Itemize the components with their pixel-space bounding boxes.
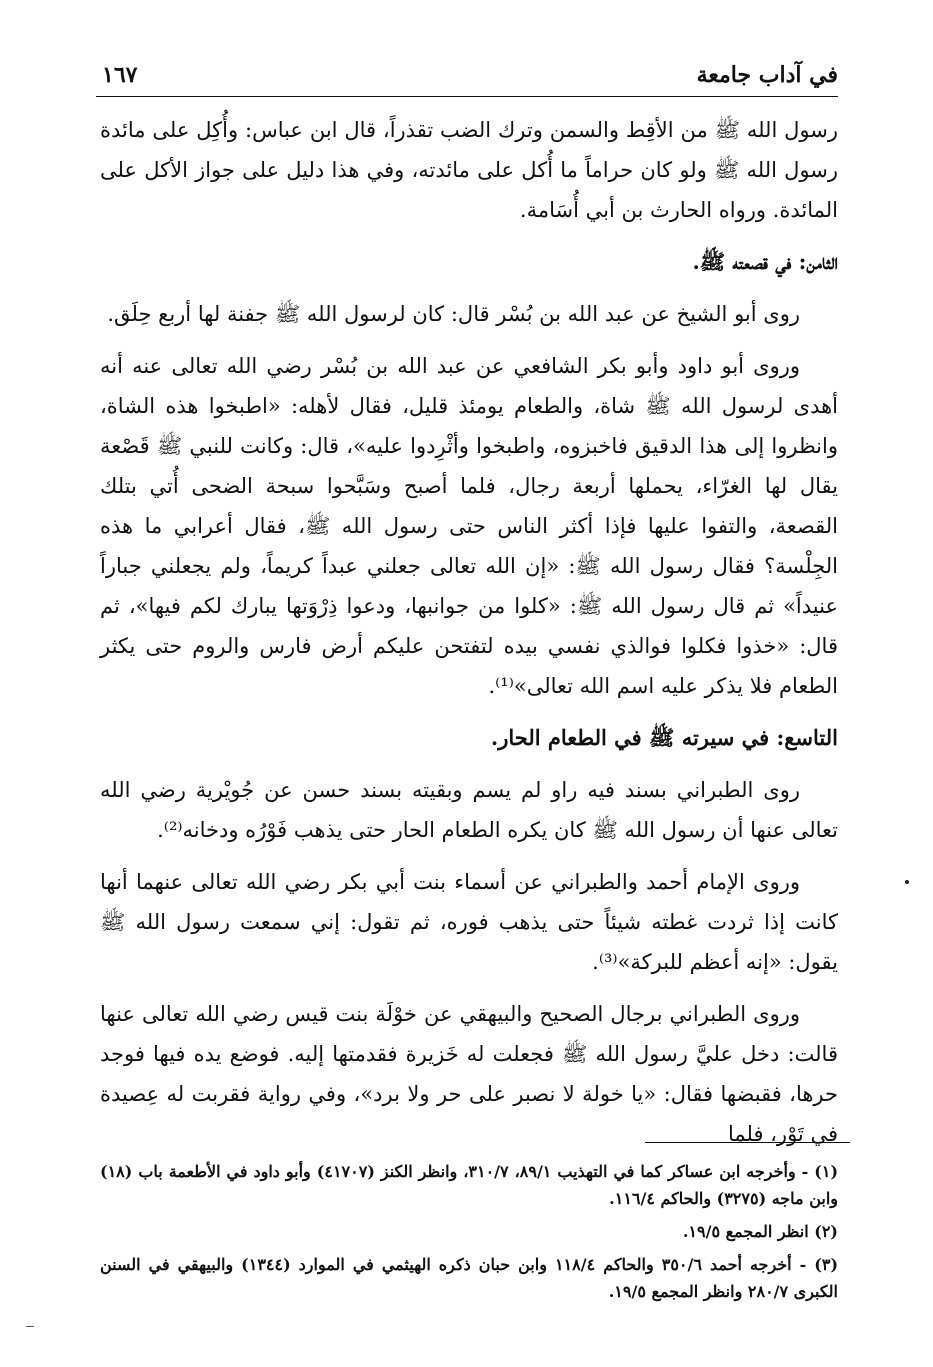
heading-text: في سيرته ﷺ في الطعام الحار.	[490, 725, 770, 750]
page-number: ١٦٧	[102, 62, 138, 88]
footnotes	[100, 1158, 838, 1311]
scan-speck	[905, 880, 909, 884]
running-title: في آداب جامعة	[696, 62, 838, 88]
footnote-1: (١) - وأخرجه ابن عساكر كما في التهذيب ٨٩/١، ٣١٠/٧، وانظر الكنز (٤١٧٠٧) وأبو داود في الأطعمة باب (١٨) وابن ماجه (٣٢٧٥) والحاكم ١١٦/٤.	[100, 1162, 839, 1208]
header-divider	[96, 96, 838, 97]
footnote-divider	[645, 1142, 850, 1143]
paragraph: رسول الله ﷺ من الأقِط والسمن وترك الضب تقذراً، قال ابن عباس: وأُكِل على مائدة رسول الله ﷺ ولو كان حراماً ما أُكل على مائدته، وفي هذا دليل على جواز الأكل على المائدة. ورواه الحارث بن أبي أُسَامة.	[100, 118, 838, 222]
scan-mark	[26, 1326, 34, 1327]
paragraph: روى أبو الشيخ عن عبد الله بن بُسْر قال: كان لرسول الله ﷺ جفنة لها أربع حِلَق.	[107, 302, 800, 326]
heading-label: الثامن:	[798, 249, 838, 274]
running-header	[96, 56, 838, 96]
paragraph: وروى أبو داود وأبو بكر الشافعي عن عبد الله بن بُسْر رضي الله تعالى عنه أنه أهدى لرسول الله ﷺ شاة، والطعام يومئذ قليل، فقال لأهله: «اطبخوا هذه الشاة، وانظروا إلى هذا الدقيق فاخبزوه، واطبخوا وأثْرِدوا عليه»، قال: وكانت للنبي ﷺ قَصْعة يقال لها الغرّاء، يحملها أربعة رجال، فلما أصبح وسَبَّحوا سبحة الضحى أُتي بتلك القصعة، والتفوا عليها فإذا أكثر الناس حتى رسول الله ﷺ، فقال أعرابي ما هذه الجِلْسة؟ فقال رسول الله ﷺ: «إن الله تعالى جعلني عبداً كريماً، ولم يجعلني جباراً عنيداً» ثم قال رسول الله ﷺ: «كلوا من جوانبها، ودعوا ذِرْوَتها يبارك لكم فيها»، ثم قال: «خذوا فكلوا فوالذي نفسي بيده لتفتحن عليكم أرض فارس والروم حتى يكثر الطعام فلا يذكر عليه اسم الله تعالى»⁽¹⁾.	[100, 354, 838, 698]
paragraph: وروى الإمام أحمد والطبراني عن أسماء بنت أبي بكر رضي الله تعالى عنهما أنها كانت إذا ثردت غطته شيئاً حتى يذهب فوره، ثم تقول: إني سمعت رسول الله ﷺ يقول: «إنه أعظم للبركة»⁽³⁾.	[100, 870, 838, 974]
main-text	[100, 110, 838, 1166]
section-heading-eighth	[100, 242, 838, 282]
paragraph: روى الطبراني بسند فيه راو لم يسم وبقيته بسند حسن عن جُويْرية رضي الله تعالى عنها أن رسول الله ﷺ كان يكره الطعام الحار حتى يذهب فَوْرُه ودخانه⁽²⁾.	[100, 778, 838, 842]
footnote-3: (٣) - أخرجه أحمد ٣٥٠/٦ والحاكم ١١٨/٤ وابن حبان ذكره الهيثمي في الموارد (١٣٤٤) والبيهقي في السنن الكبرى ٢٨٠/٧ وانظر المجمع ١٩/٥.	[100, 1255, 839, 1301]
paragraph: وروى الطبراني برجال الصحيح والبيهقي عن خوْلَة بنت قيس رضي الله تعالى عنها قالت: دخل عليَّ رسول الله ﷺ فجعلت له خَزيرة فقدمتها إليه. فوضع يده فيها فوجد حرها، فقبضها فقال: «يا خولة لا نصبر على حر ولا برد»، وفي رواية فقربت له عِصيدة في تَوْر، فلما	[100, 1002, 838, 1146]
heading-label: التاسع:	[776, 725, 838, 750]
footnote-2: (٢) انظر المجمع ١٩/٥.	[682, 1222, 838, 1241]
section-heading-ninth	[100, 718, 838, 758]
heading-text: في قصعته ﷺ.	[692, 249, 792, 274]
